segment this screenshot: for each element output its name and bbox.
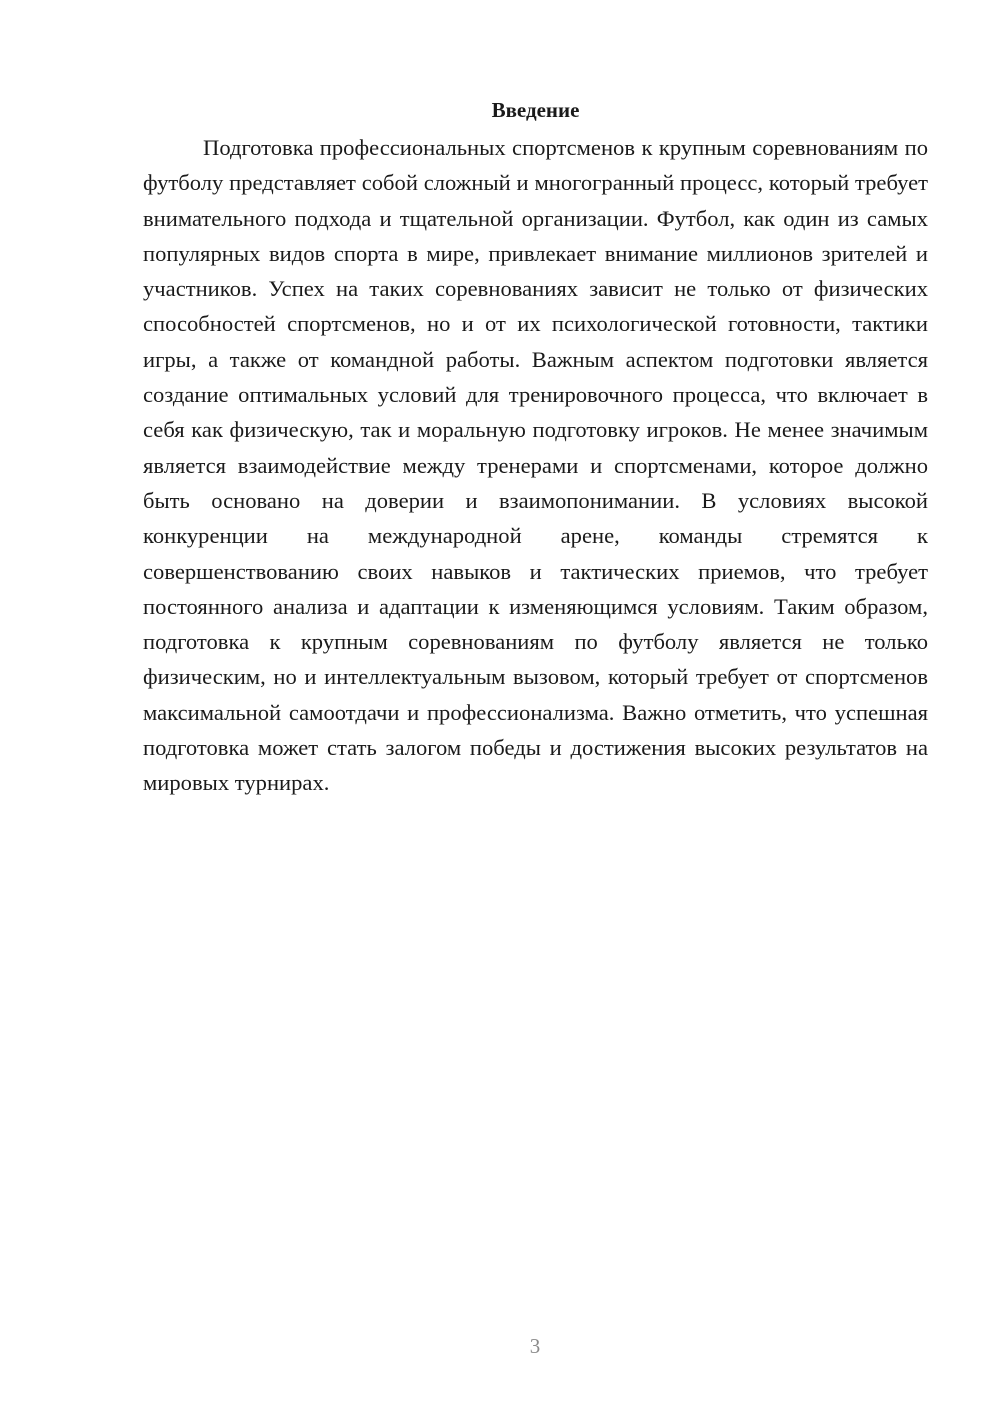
page-content: [143, 92, 928, 801]
section-title: Введение: [491, 98, 580, 122]
body-paragraph: Подготовка профессиональных спортсменов к крупным соревнованиям по футболу представляет собой сложный и многогранный процесс, который требует внимательного подхода и тщательной организации. Футбол, как один из самых популярных видов спорта в мире, привлекает внимание миллионов зрителей и участников. Успех на таких соревнованиях зависит не только от физических способностей спортсменов, но и от их психологической готовности, тактики игры, а также от командной работы. Важным аспектом подготовки является создание оптимальных условий для тренировочного процесса, что включает в себя как физическую, так и моральную подготовку игроков. Не менее значимым является взаимодействие между тренерами и спортсменами, которое должно быть основано на доверии и взаимопонимании. В условиях высокой конкуренции на международной арене, команды стремятся к совершенствованию своих навыков и тактических приемов, что требует постоянного анализа и адаптации к изменяющимся условиям. Таким образом, подготовка к крупным соревнованиям по футболу является не только физическим, но и интеллектуальным вызовом, который требует от спортсменов максимальной самоотдачи и профессионализма. Важно отметить, что успешная подготовка может стать залогом победы и достижения высоких результатов на мировых турнирах.: [143, 135, 928, 796]
page-number: 3: [529, 1334, 541, 1358]
